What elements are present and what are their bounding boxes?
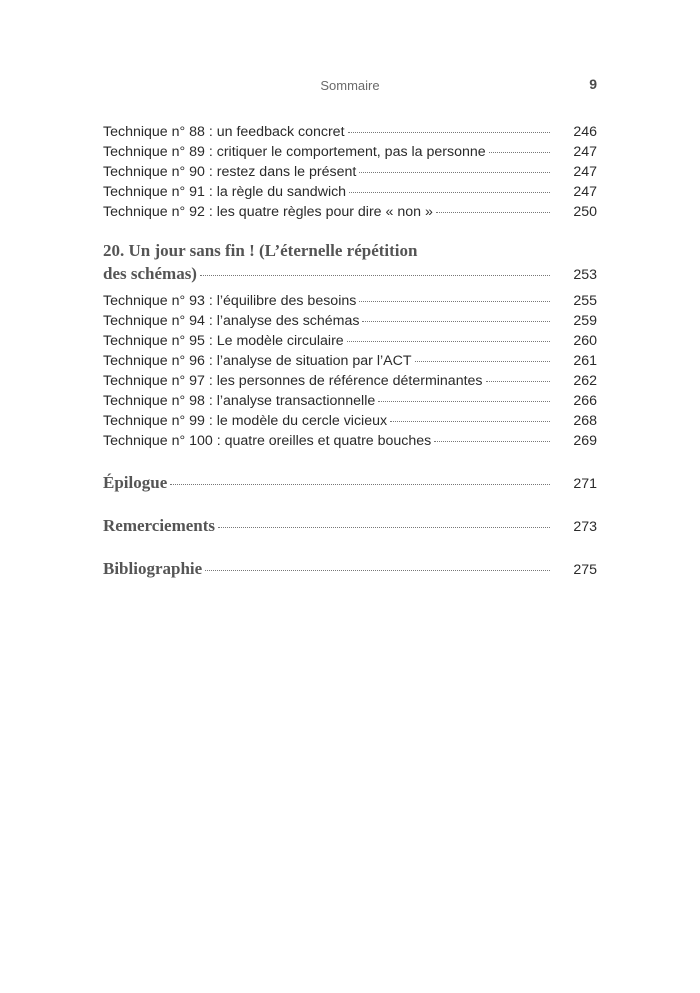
section-page: 271 — [573, 476, 597, 492]
entry-page: 261 — [573, 353, 597, 369]
table-of-contents — [103, 122, 597, 582]
toc-entry-technique-93[interactable] — [103, 291, 597, 311]
toc-entry-technique-100[interactable] — [103, 431, 597, 451]
entry-label: Technique n° 96 : l’analyse de situation par l’ACT — [103, 353, 412, 369]
toc-entry-technique-91[interactable] — [103, 182, 597, 202]
entry-page: 246 — [573, 124, 597, 140]
chapter-title-line-2: des schémas) — [103, 264, 197, 283]
entry-page: 247 — [573, 164, 597, 180]
entry-page: 250 — [573, 204, 597, 220]
section-label: Épilogue — [103, 473, 168, 492]
dot-leader — [390, 421, 550, 422]
toc-entry-technique-89[interactable] — [103, 142, 597, 162]
entry-label: Technique n° 99 : le modèle du cercle vicieux — [103, 413, 388, 429]
toc-entry-technique-96[interactable] — [103, 351, 597, 371]
toc-section-epilogue[interactable] — [103, 471, 597, 496]
toc-chapter-20[interactable] — [103, 240, 597, 287]
dot-leader — [348, 132, 550, 133]
dot-leader — [362, 321, 550, 322]
toc-entry-technique-98[interactable] — [103, 391, 597, 411]
entry-label: Technique n° 88 : un feedback concret — [103, 124, 345, 140]
dot-leader — [205, 570, 550, 571]
dot-leader — [170, 484, 550, 485]
dot-leader — [200, 275, 550, 276]
running-title: Sommaire — [320, 78, 380, 93]
entry-label: Technique n° 92 : les quatre règles pour dire « non » — [103, 204, 433, 220]
section-page: 273 — [573, 519, 597, 535]
dot-leader — [486, 381, 550, 382]
entry-label: Technique n° 98 : l’analyse transactionnelle — [103, 393, 376, 409]
dot-leader — [359, 301, 550, 302]
section-row — [103, 514, 597, 539]
section-row — [103, 471, 597, 496]
dot-leader — [218, 527, 550, 528]
dot-leader — [434, 441, 550, 442]
dot-leader — [349, 192, 550, 193]
entry-page: 266 — [573, 393, 597, 409]
entry-label: Technique n° 94 : l’analyse des schémas — [103, 313, 360, 329]
toc-entry-technique-99[interactable] — [103, 411, 597, 431]
dot-leader — [436, 212, 550, 213]
page-number: 9 — [589, 76, 597, 92]
entry-label: Technique n° 89 : critiquer le comportement, pas la personne — [103, 144, 486, 160]
chapter-title-line-2-row — [103, 262, 597, 287]
toc-entry-technique-90[interactable] — [103, 162, 597, 182]
dot-leader — [347, 341, 550, 342]
entry-page: 262 — [573, 373, 597, 389]
entry-page: 269 — [573, 433, 597, 449]
entry-page: 255 — [573, 293, 597, 309]
entry-page: 260 — [573, 333, 597, 349]
entry-label: Technique n° 97 : les personnes de référence déterminantes — [103, 373, 483, 389]
section-row — [103, 557, 597, 582]
toc-entry-technique-94[interactable] — [103, 311, 597, 331]
toc-group-chapter-19-techniques — [103, 122, 597, 222]
toc-group-chapter-20-techniques — [103, 291, 597, 451]
toc-entry-technique-88[interactable] — [103, 122, 597, 142]
page-header — [0, 76, 700, 96]
toc-entry-technique-97[interactable] — [103, 371, 597, 391]
entry-label: Technique n° 93 : l’équilibre des besoins — [103, 293, 357, 309]
entry-label: Technique n° 95 : Le modèle circulaire — [103, 333, 344, 349]
dot-leader — [378, 401, 550, 402]
entry-label: Technique n° 91 : la règle du sandwich — [103, 184, 347, 200]
section-label: Bibliographie — [103, 559, 203, 578]
entry-label: Technique n° 100 : quatre oreilles et quatre bouches — [103, 433, 432, 449]
dot-leader — [415, 361, 550, 362]
chapter-title-line-1: 20. Un jour sans fin ! (L’éternelle répétition — [103, 241, 418, 260]
entry-page: 247 — [573, 144, 597, 160]
toc-entry-technique-95[interactable] — [103, 331, 597, 351]
chapter-page: 253 — [573, 267, 597, 283]
toc-entry-technique-92[interactable] — [103, 202, 597, 222]
entry-label: Technique n° 90 : restez dans le présent — [103, 164, 357, 180]
toc-section-bibliographie[interactable] — [103, 557, 597, 582]
entry-page: 259 — [573, 313, 597, 329]
dot-leader — [489, 152, 550, 153]
dot-leader — [359, 172, 550, 173]
section-label: Remerciements — [103, 516, 216, 535]
entry-page: 247 — [573, 184, 597, 200]
toc-section-remerciements[interactable] — [103, 514, 597, 539]
section-page: 275 — [573, 562, 597, 578]
entry-page: 268 — [573, 413, 597, 429]
